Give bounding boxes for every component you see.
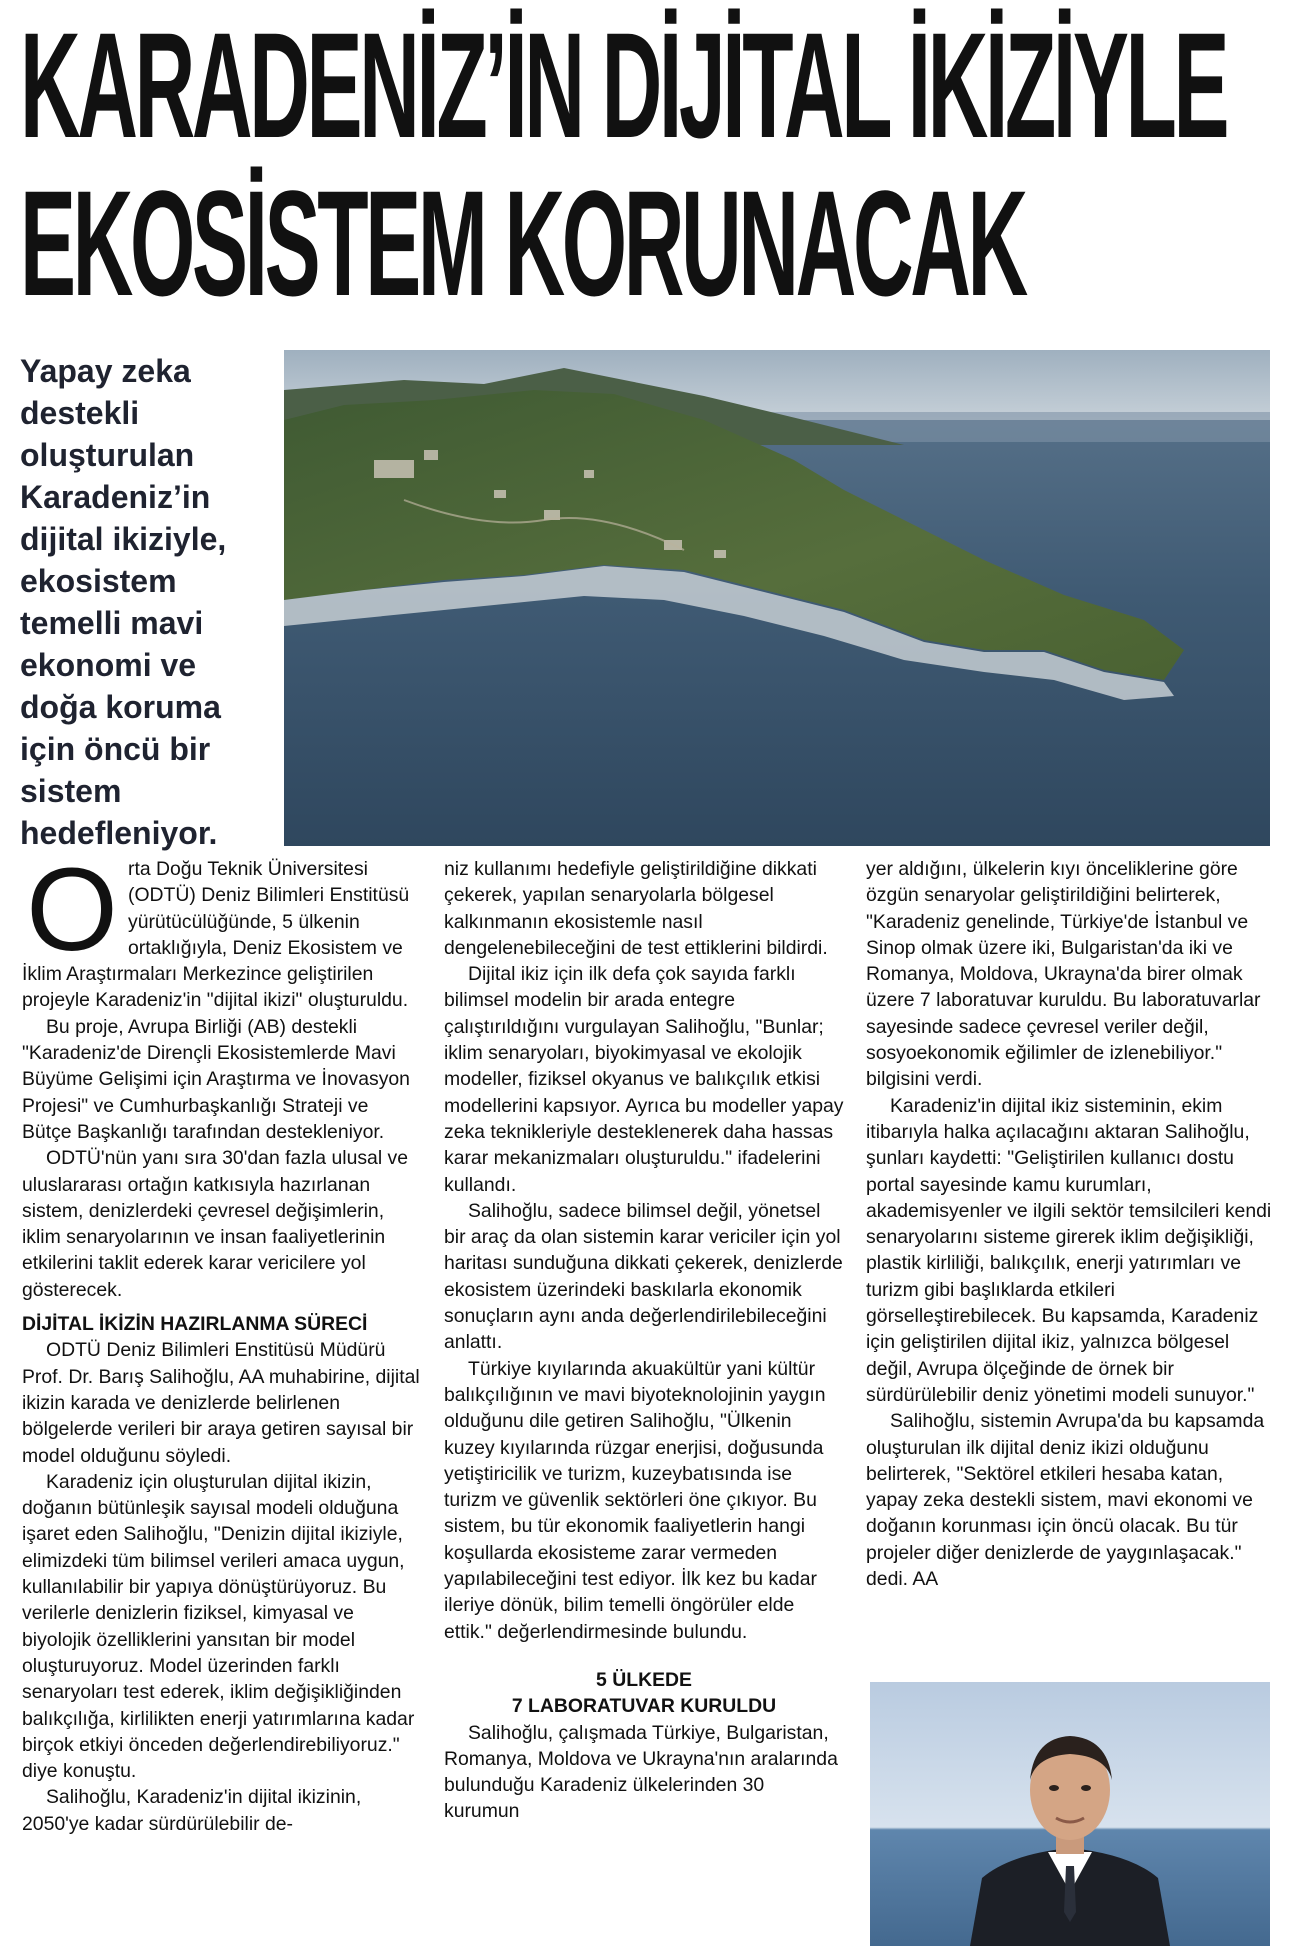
deck-summary: Yapay zeka destekli oluşturulan Karadeniz’in dijital ikiziyle, ekosistem temelli mavi ekonomi ve doğa koruma için öncü bir sistem hedefleniyor. (20, 353, 227, 851)
section-subhead: DİJİTAL İKİZİN HAZIRLANMA SÜRECİ (22, 1313, 368, 1336)
coastal-peninsula-photo (284, 350, 1270, 846)
paragraph: Dijital ikiz için ilk defa çok sayıda farklı bilimsel modelin bir arada entegre çalıştırıldığını vurgulayan Salihoğlu, "Bunlar; iklim senaryoları, biyokimyasal ve ekolojik modeller, fiziksel okyanus ve balıkçılık etkisi modellerini kapsıyor. Ayrıca bu modeller yapay zeka teknikleriyle desteklenerek daha hassas karar mekanizmaları oluşturuldu." ifadelerini kullandı. (444, 963, 844, 1196)
peninsula-aerial-image (284, 350, 1270, 846)
paragraph: niz kullanımı hedefiyle geliştirildiğine dikkati çekerek, yapılan senaryolarla bölgesel kalkınmanın ekosistemle nasıl dengelenebileceğini de test ettiklerini bildirdi. (444, 858, 828, 959)
paragraph: yer aldığını, ülkelerin kıyı önceliklerine göre özgün senaryolar geliştirildiğini belirterek, "Karadeniz genelinde, Türkiye'de İstanbul ve Sinop olmak üzere iki, Bulgaristan'da iki ve Romanya, Moldova, Ukrayna'da birer olmak üzere 7 laboratuvar kuruldu. Bu laboratuvarlar sayesinde sadece çevresel veriler değil, sosyoekonomik eğilimler de izlenebiliyor." bilgisini verdi. (866, 858, 1261, 1091)
paragraph: Karadeniz'in dijital ikiz sisteminin, ekim itibarıyla halka açılacağını aktaran Salihoğlu, şunları kaydetti: "Geliştirilen kullanıcı dostu portal sayesinde kamu kurumları, akademisyenler ve ilgili sektör temsilcileri kendi senaryolarını sisteme girerek iklim değişikliği, plastik kirliliği, balıkçılık, enerji yatırımları ve turizm gibi başlıklarda etkileri görselleştirebilecek. Bu kapsamda, Karadeniz için geliştirilen dijital ikiz, yalnızca bölgesel değil, Avrupa ölçeğinde de örnek bir sürdürülebilir deniz yönetimi modeli sunuyor." (866, 1094, 1272, 1406)
article-column-1 (22, 844, 422, 1837)
paragraph: rta Doğu Teknik Üniversitesi (ODTÜ) Deniz Bilimleri Enstitüsü yürütücülüğünde, 5 ülkenin ortaklığıyla, Deniz Ekosistem ve İklim Araştırmaları Merkezince geliştirilen projeyle Karadeniz'in "dijital ikizi" oluşturuldu. (22, 858, 410, 1012)
paragraph: ODTÜ Deniz Bilimleri Enstitüsü Müdürü Prof. Dr. Barış Salihoğlu, AA muhabirine, dijital ikizin karada ve denizlerde belirlenen bölgelerde verileri bir araya getiren sayısal bir model olduğunu söyledi. (22, 1339, 420, 1467)
headline-line-2: EKOSİSTEM KORUNACAK (20, 159, 1025, 327)
article-column-2 (444, 856, 844, 1825)
paragraph: Karadeniz için oluşturulan dijital ikizin, doğanın bütünleşik sayısal modeli olduğuna işaret eden Salihoğlu, "Denizin dijital ikiziyle, elimizdeki tüm bilimsel verileri amaca uygun, kullanılabilir bir yapıya dönüştürüyoruz. Bu verilerle denizlerin fiziksel, kimyasal ve biyolojik özelliklerini yansıtan bir model oluşturuyoruz. Model üzerinden farklı senaryoları test ederek, iklim değişikliğinden balıkçılığa, kirlilikten enerji yatırımlarına kadar birçok etkiyi önceden değerlendirebiliyoruz." diye konuştu. (22, 1470, 415, 1783)
paragraph: Salihoğlu, Karadeniz'in dijital ikizinin, 2050'ye kadar sürdürülebilir de- (22, 1786, 362, 1835)
headline-line-1: KARADENİZ’İN DİJİTAL İKİZİYLE (20, 1, 1227, 169)
section-subhead: 7 LABORATUVAR KURULDU (511, 1695, 777, 1718)
paragraph: Salihoğlu, sadece bilimsel değil, yönetsel bir araç da olan sistemin karar vericiler için yol haritası sunduğuna dikkati çekerek, denizlerde ekosistem üzerindeki baskılarla ekonomik sonuçların aynı anda değerlendirilebileceğini anlattı. (444, 1199, 843, 1354)
paragraph: ODTÜ'nün yanı sıra 30'dan fazla ulusal ve uluslararası ortağın katkısıyla hazırlanan sistem, denizlerdeki çevresel değişimlerin, iklim senaryolarının ve insan faaliyetlerinin etkilerini taklit ederek karar vericilere yol gösterecek. (22, 1147, 409, 1301)
portrait-photo (870, 1682, 1270, 1946)
person-portrait-image (870, 1682, 1270, 1946)
paragraph: Bu proje, Avrupa Birliği (AB) destekli "Karadeniz'de Dirençli Ekosistemlerde Mavi Büyüme Gelişimi için Araştırma ve İnovasyon Projesi" ve Cumhurbaşkanlığı Strateji ve Bütçe Başkanlığı tarafından destekleniyor. (22, 1015, 410, 1143)
paragraph: Salihoğlu, sistemin Avrupa'da bu kapsamda oluşturulan ilk dijital deniz ikizi olduğunu belirterek, "Sektörel etkileri hesaba katan, yapay zeka destekli sistem, mavi ekonomi ve doğanın korunması için öncü olacak. Bu tür projeler diğer denizlerde de yaygınlaşacak." dedi. AA (866, 1410, 1265, 1591)
headline (20, 1, 1227, 327)
paragraph: Salihoğlu, çalışmada Türkiye, Bulgaristan, Romanya, Moldova ve Ukrayna'nın aralarında bulunduğu Karadeniz ülkelerinden 30 kurumun (444, 1721, 838, 1823)
drop-cap: O (26, 844, 118, 976)
article-column-3 (866, 856, 1272, 1592)
paragraph: Türkiye kıyılarında akuakültür yani kültür balıkçılığının ve mavi biyoteknolojinin yaygın olduğunu dile getiren Salihoğlu, "Ülkenin kuzey kıyılarında rüzgar enerjisi, doğusunda yetiştiricilik ve turizm, kuzeybatısında ise turizm ve güvenlik sektörleri öne çıkıyor. Bu sistem, bu tür ekonomik faaliyetlerin hangi koşullarda ekosisteme zarar vermeden yapılabileceğini test ediyor. İlk kez bu kadar ileriye dönük, bilim temelli öngörüler elde ettik." değerlendirmesinde bulundu. (444, 1357, 826, 1643)
section-subhead: 5 ÜLKEDE (596, 1668, 692, 1691)
